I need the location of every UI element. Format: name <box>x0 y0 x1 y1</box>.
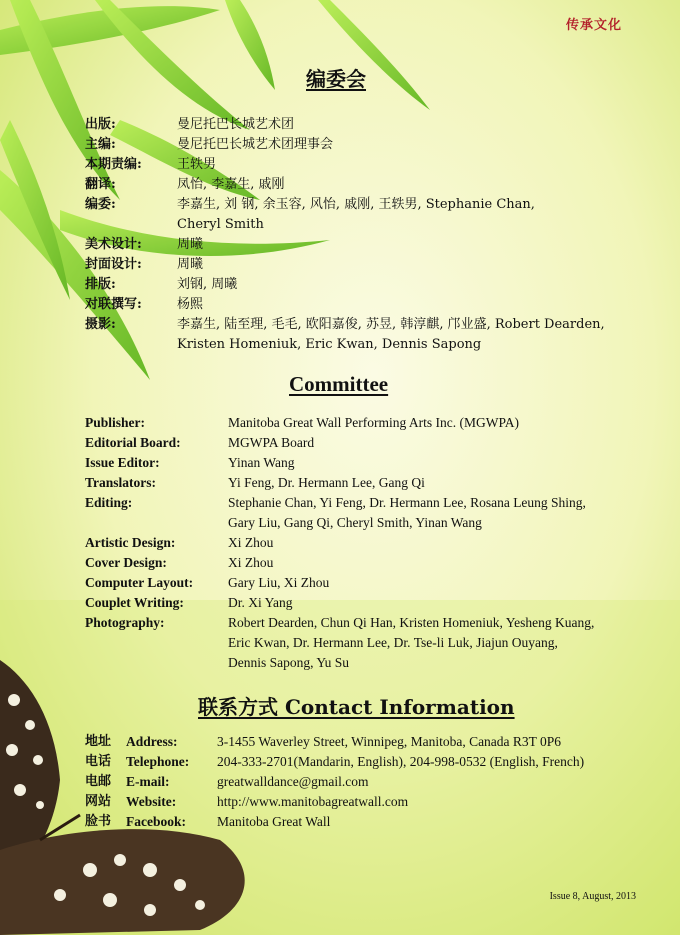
en-row-value-cont: Eric Kwan, Dr. Hermann Lee, Dr. Tse-li Luk, Jiajun Ouyang, <box>228 635 558 650</box>
cn-row-label: 翻译: <box>85 177 116 192</box>
cn-row-label: 出版: <box>85 117 116 132</box>
en-title: Committee <box>289 372 389 396</box>
cn-row-value: 刘钢, 周曦 <box>177 277 238 292</box>
cn-row-label: 封面设计: <box>85 257 142 272</box>
cn-row-value: 杨熙 <box>177 297 204 312</box>
email-link[interactable]: greatwalldance@gmail.com <box>217 774 369 789</box>
contact-value: 204-333-2701(Mandarin, English), 204-998-0532 (English, French) <box>217 754 585 769</box>
cn-row-label: 美术设计: <box>85 237 142 252</box>
en-row-value: Dr. Xi Yang <box>228 595 293 610</box>
cn-row-value-cont: Kristen Homeniuk, Eric Kwan, Dennis Sapong <box>177 337 482 352</box>
contact-value: Manitoba Great Wall <box>217 814 331 829</box>
cn-row-label: 对联撰写: <box>85 297 142 312</box>
en-row-value: Yi Feng, Dr. Hermann Lee, Gang Qi <box>228 475 425 490</box>
cn-title: 编委会 <box>306 67 366 91</box>
contact-en-label: E-mail: <box>126 774 170 789</box>
cn-row-label: 主编: <box>85 137 116 152</box>
en-row-label: Cover Design: <box>85 555 167 570</box>
cn-row-label: 编委: <box>85 197 116 212</box>
en-row-value: Gary Liu, Xi Zhou <box>228 575 330 590</box>
header-tag: 传承文化 <box>566 18 623 33</box>
contact-cn-label: 地址 <box>85 734 112 749</box>
contact-cn-label: 脸书 <box>85 814 112 829</box>
cn-row-value: 李嘉生, 刘 钢, 余玉容, 风怡, 戚刚, 王轶男, Stephanie Chan, <box>177 197 535 212</box>
en-row-label: Publisher: <box>85 415 146 430</box>
website-link[interactable]: http://www.manitobagreatwall.com <box>217 794 409 809</box>
contact-cn-label: 电邮 <box>85 774 112 789</box>
cn-row-label: 排版: <box>85 277 116 292</box>
contact-en-label: Facebook: <box>126 814 186 829</box>
en-row-value: MGWPA Board <box>228 435 315 450</box>
en-row-value: Xi Zhou <box>228 535 274 550</box>
en-row-label: Artistic Design: <box>85 535 176 550</box>
en-row-value: Manitoba Great Wall Performing Arts Inc. (MGWPA) <box>228 415 519 430</box>
en-row-value-cont: Dennis Sapong, Yu Su <box>228 655 350 670</box>
cn-row-value: 周曦 <box>177 257 204 272</box>
contact-en-label: Telephone: <box>126 754 190 769</box>
cn-row-value: 王轶男 <box>177 157 217 172</box>
contact-title: 联系方式 Contact Information <box>198 695 515 719</box>
en-row-label: Issue Editor: <box>85 455 160 470</box>
en-row-value: Xi Zhou <box>228 555 274 570</box>
en-row-label: Couplet Writing: <box>85 595 184 610</box>
cn-row-value: 曼尼托巴长城艺术团理事会 <box>177 137 334 152</box>
cn-row-value: 曼尼托巴长城艺术团 <box>177 117 295 132</box>
contact-en-label: Website: <box>126 794 177 809</box>
contact-cn-label: 电话 <box>85 754 112 769</box>
en-row-label: Computer Layout: <box>85 575 194 590</box>
en-row-label: Photography: <box>85 615 165 630</box>
cn-row-value: 凤怡, 李嘉生, 戚刚 <box>177 177 285 192</box>
contact-en-label: Address: <box>126 734 178 749</box>
en-row-value: Yinan Wang <box>228 455 295 470</box>
cn-row-value-cont: Cheryl Smith <box>177 217 264 232</box>
en-row-label: Translators: <box>85 475 156 490</box>
cn-row-label: 本期责编: <box>85 157 142 172</box>
issue-label: Issue 8, August, 2013 <box>549 891 636 902</box>
en-row-label: Editing: <box>85 495 133 510</box>
en-row-value-cont: Gary Liu, Gang Qi, Cheryl Smith, Yinan Wang <box>228 515 482 530</box>
cn-row-value: 周曦 <box>177 237 204 252</box>
en-row-value: Stephanie Chan, Yi Feng, Dr. Hermann Lee, Rosana Leung Shing, <box>228 495 586 510</box>
cn-row-label: 摄影: <box>85 317 116 332</box>
en-row-value: Robert Dearden, Chun Qi Han, Kristen Homeniuk, Yesheng Kuang, <box>228 615 595 630</box>
en-row-label: Editorial Board: <box>85 435 181 450</box>
contact-cn-label: 网站 <box>85 794 112 809</box>
cn-row-value: 李嘉生, 陆至理, 毛毛, 欧阳嘉俊, 苏昱, 韩淳麒, 邝业盛, Robert Dearden, <box>177 317 605 332</box>
contact-value: 3-1455 Waverley Street, Winnipeg, Manitoba, Canada R3T 0P6 <box>217 734 562 749</box>
